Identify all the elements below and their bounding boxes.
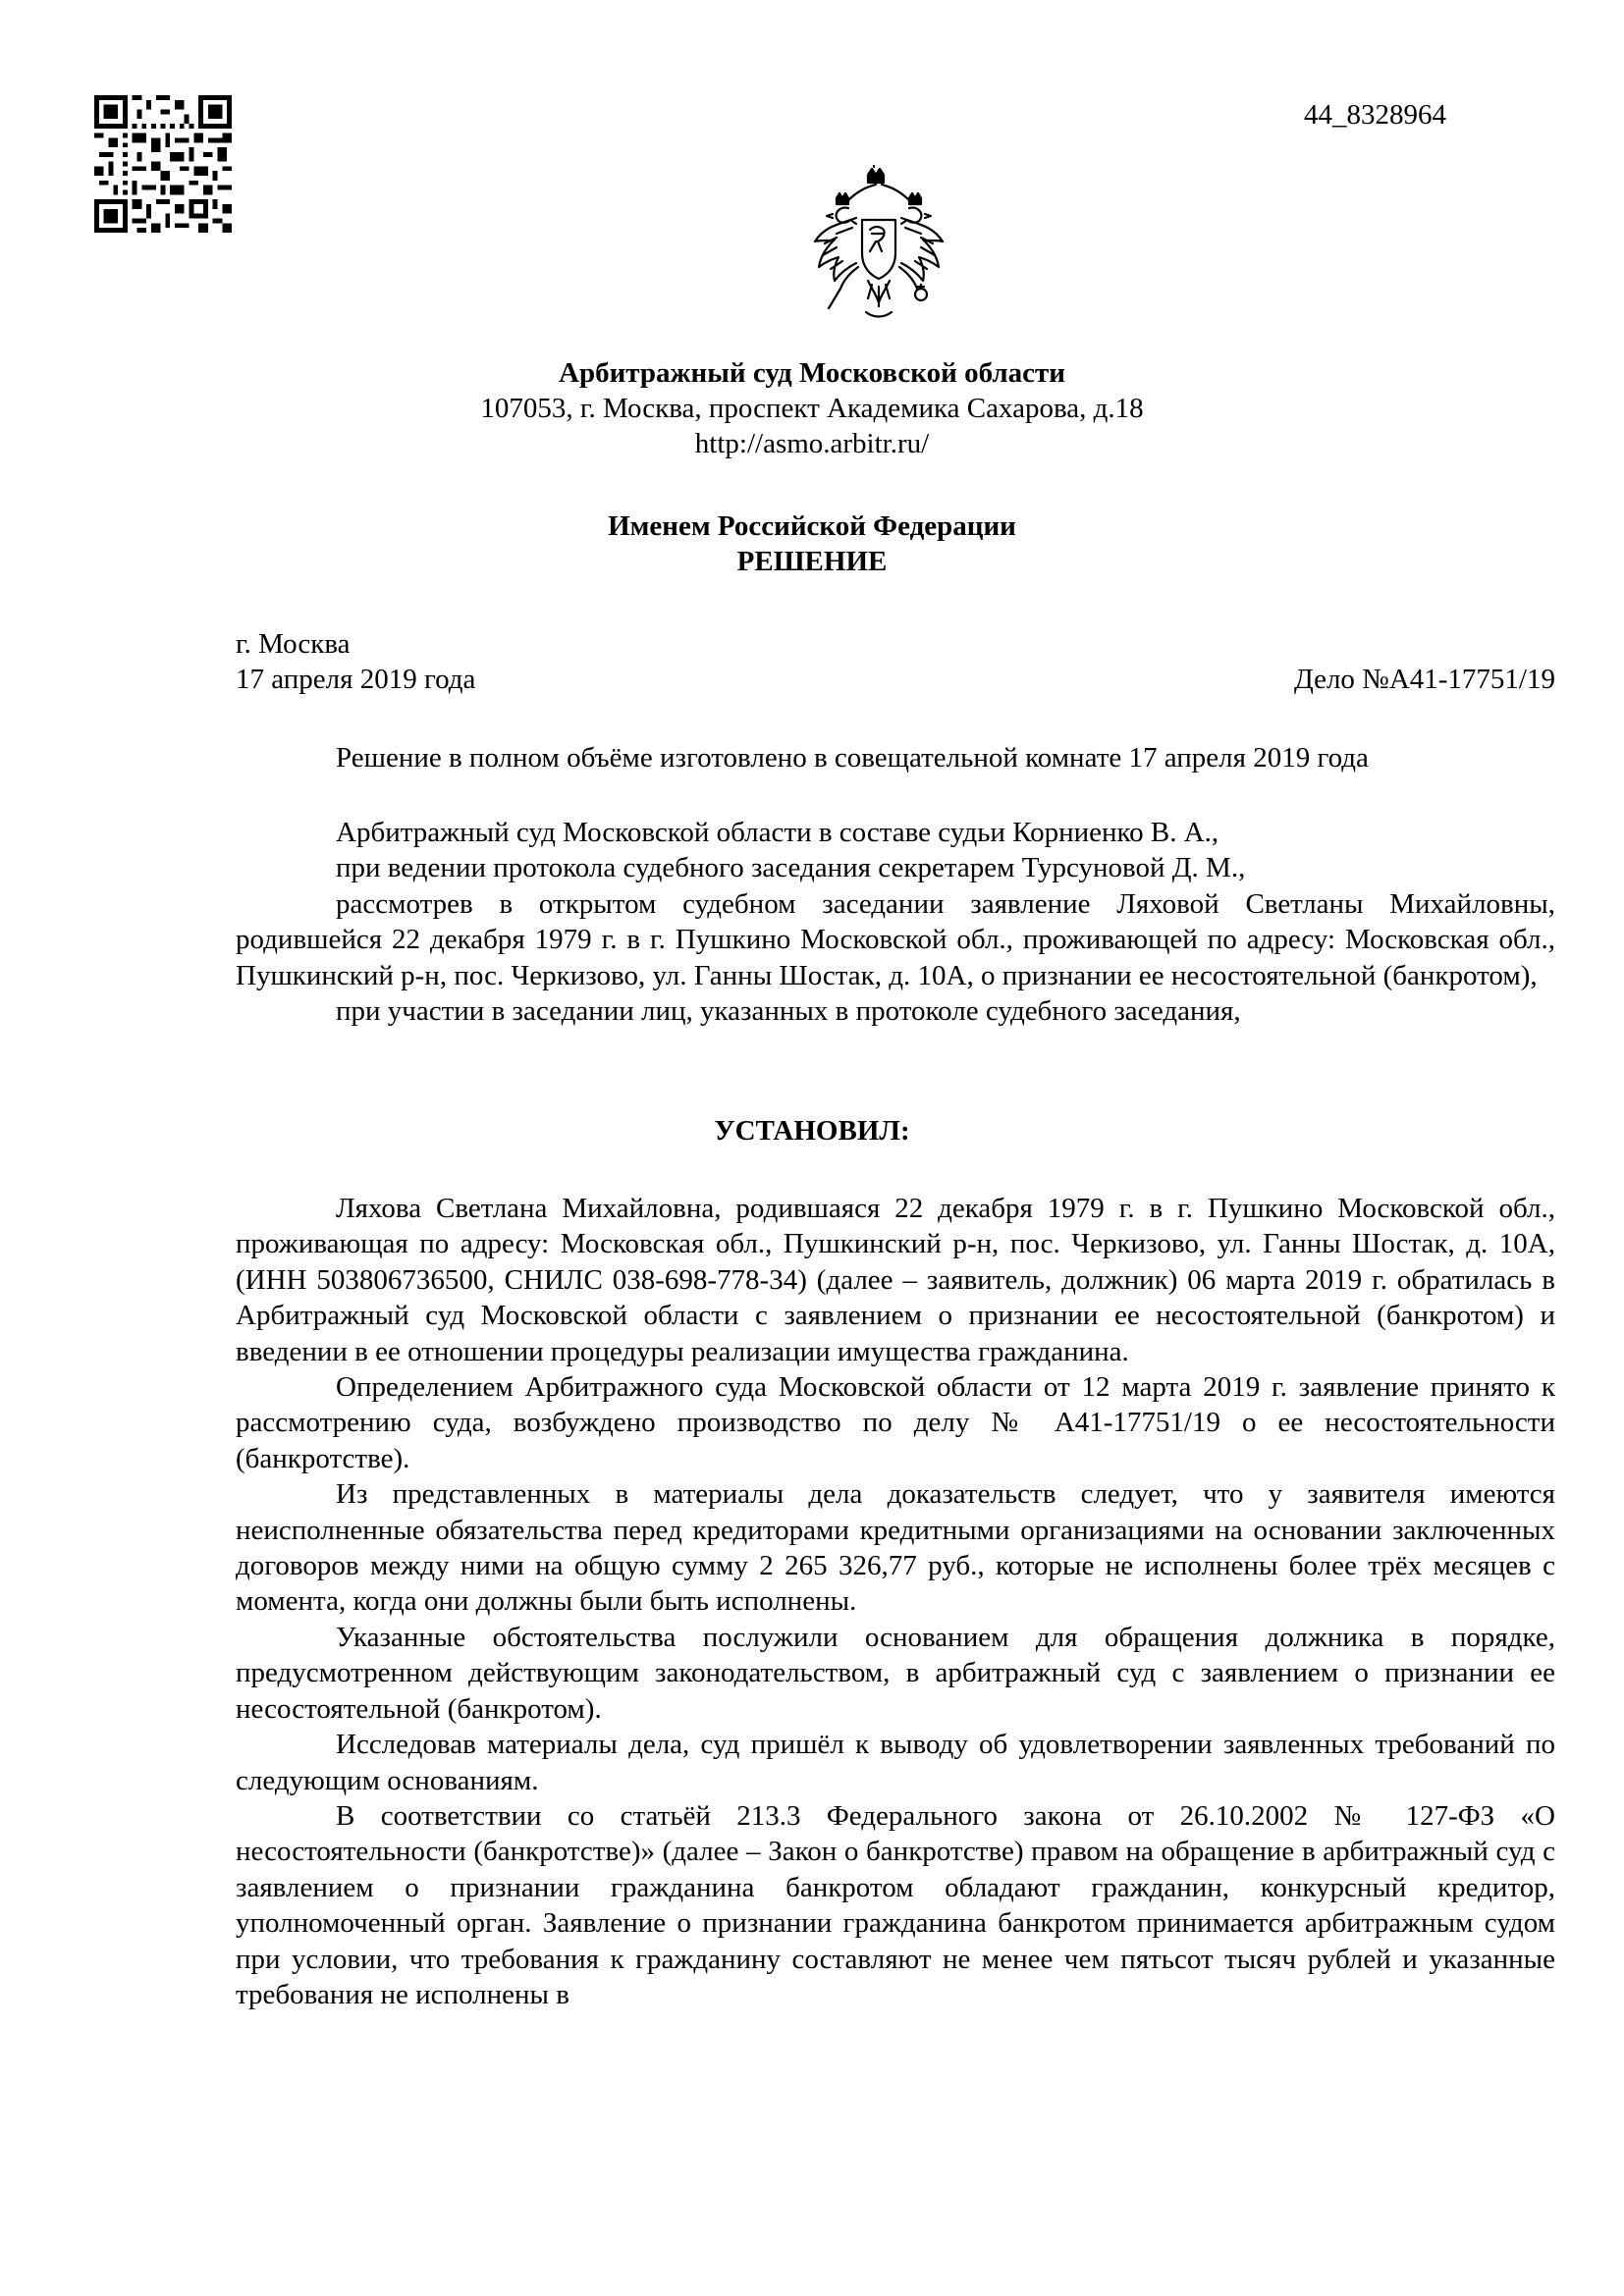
city: г. Москва <box>236 628 351 660</box>
court-composition-block <box>236 815 1555 1029</box>
intro-paragraph: при участии в заседании лиц, указанных в протоколе судебного заседания, <box>336 995 1241 1028</box>
section-heading-established: УСТАНОВИЛ: <box>714 1115 910 1147</box>
qr-code-icon <box>94 95 232 233</box>
main-body <box>236 1191 1555 2012</box>
intro-paragraph: при ведении протокола судебного заседания секретарем Турсуновой Д. М., <box>336 852 1246 884</box>
body-paragraph: Ляхова Светлана Михайловна, родившаяся 22 декабря 1979 г. в г. Пушкино Московской обл., проживающая по адресу: Московская обл., Пушкинский р-н, пос. Черкизово, ул. Ганны Шостак, д. 10А, (ИНН 503806736500, СНИЛС 038-698-778-34) (далее – заявитель, должник) 06 марта 2019 г. обратилась в Арбитражный суд Московской области с заявлением о признании ее несостоятельной (банкротом) и введении в ее отношении процедуры реализации имущества гражданина. <box>236 1193 1555 1367</box>
title-line-2: РЕШЕНИЕ <box>736 546 888 577</box>
body-paragraph: Исследовав материалы дела, суд пришёл к выводу об удовлетворении заявленных требований по следующим основаниям. <box>236 1729 1555 1796</box>
court-website: http://asmo.arbitr.ru/ <box>694 428 930 459</box>
body-paragraph: Определением Арбитражного суда Московской области от 12 марта 2019 г. заявление принято к рассмотрению суда, возбуждено производство по делу № А41-17751/19 о ее несостоятельности (банкротстве). <box>236 1371 1555 1474</box>
decision-date: 17 апреля 2019 года <box>236 664 476 695</box>
body-paragraph: Указанные обстоятельства послужили основанием для обращения должника в порядке, предусмотренном действующим законодательством, в арбитражный суд с заявлением о признании ее несостоятельной (банкротом). <box>236 1621 1555 1725</box>
intro-paragraph: Арбитражный суд Московской области в составе судьи Корниенко В. А., <box>336 817 1219 848</box>
document-number: 44_8328964 <box>1304 99 1446 131</box>
court-name: Арбитражный суд Московской области <box>559 357 1065 389</box>
intro-paragraph: рассмотрев в открытом судебном заседании заявление Ляховой Светланы Михайловны, родившейся 22 декабря 1979 г. в г. Пушкино Московской обл., проживающей по адресу: Московская обл., Пушкинский р-н, пос. Черкизово, ул. Ганны Шостак, д. 10А, о признании ее несостоятельной (банкротом), <box>236 887 1555 991</box>
body-paragraph: В соответствии со статьёй 213.3 Федерального закона от 26.10.2002 № 127-ФЗ «О несостоятельности (банкротстве)» (далее – Закон о банкротстве) правом на обращение в арбитражный суд с заявлением о признании гражданина банкротом обладают гражданин, конкурсный кредитор, уполномоченный орган. Заявление о признании гражданина банкротом принимается арбитражным судом при условии, что требования к гражданину составляют не менее чем пятьсот тысяч рублей и указанные требования не исполнены в <box>236 1799 1555 2010</box>
title-line-1: Именем Российской Федерации <box>608 510 1016 542</box>
body-paragraph: Из представленных в материалы дела доказательств следует, что у заявителя имеются неисполненные обязательства перед кредиторами кредитными организациями на основании заключенных договоров между ними на общую сумму 2 265 326,77 руб., которые не исполнены более трёх месяцев с момента, когда они должны были быть исполнены. <box>236 1478 1555 1618</box>
case-number: Дело №А41-17751/19 <box>1293 664 1555 695</box>
coat-of-arms-emblem <box>811 165 947 320</box>
court-address: 107053, г. Москва, проспект Академика Сахарова, д.18 <box>480 393 1144 424</box>
intro-paragraph: Решение в полном объёме изготовлено в совещательной комнате 17 апреля 2019 года <box>336 742 1369 774</box>
intro-block <box>236 740 1555 775</box>
